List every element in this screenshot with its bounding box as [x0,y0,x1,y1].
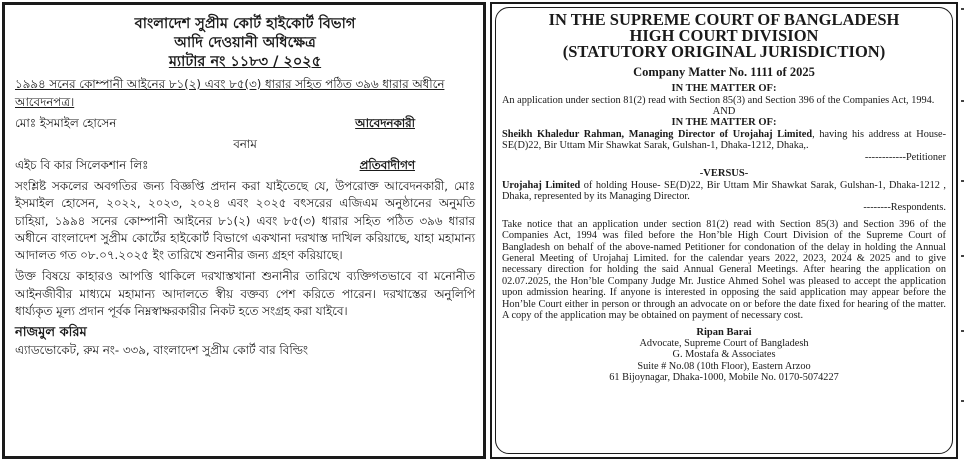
in-the-matter-heading-1: IN THE MATTER OF: [671,83,777,94]
bangla-notice [2,2,486,459]
bangla-court-line2: আদি দেওয়ানী অধিক্ষেত্র [174,35,316,51]
english-address-phone: 61 Bijoynagar, Dhaka-1000, Mobile No. 0170-5074227 [609,372,839,384]
bangla-advocate-address: এ্যাডভোকেট, রুম নং- ৩৩৯, বাংলাদেশ সুপ্রীম কোর্ট বার বিল্ডিং [15,343,308,358]
company-matter-no: Company Matter No. 1111 of 2025 [633,65,815,79]
english-court-title [502,12,946,60]
bangla-respondent-row [15,156,475,174]
english-court-line2: HIGH COURT DIVISION [629,26,819,45]
bangla-applicant-role: আবেদনকারী [355,116,415,130]
bangla-paragraph1: সংশ্লিষ্ট সকলের অবগতির জন্য বিজ্ঞপ্তি প্রদান করা যাইতেছে যে, উপরোক্ত আবেদনকারী, মোঃ ইসমাইল হোসেন, ২০২২, ২০২৩, ২০২৪ এবং ২০২৫ বৎসরের এজিএম অনুষ্ঠানের অনুমতি চাহিয়া, ১৯৯৪ সনের কোম্পানী আইনের ৮১(২) এবং ৮৫(৩) ধারার সহিত পঠিত ৩৯৬ ধারার অধীনে বাংলাদেশ সুপ্রীম কোর্টের হাইকোর্ট বিভাগে একখানা দরখাস্ত দাখিল করিয়াছে, যাহা মহামান্য আদালত গত ০৮.০৭.২০২৫ ইং তারিখে শুনানীর জন্য গ্রহণ করিয়াছে। [15,179,475,263]
page-edge-marks [960,0,964,461]
bangla-advocate-name: নাজমুল করিম [15,325,87,341]
petitioner-name: Sheikh Khaledur Rahman, Managing Director of Urojahaj Limited [502,128,813,140]
bangla-subject: ১৯৯৪ সনের কোম্পানী আইনের ৮১(২) এবং ৮৫(৩) ধারার সহিত পঠিত ৩৯৬ ধারার অধীনে আবেদনপত্র। [15,77,445,109]
bangla-court-title [15,15,475,72]
petitioner-details [502,129,946,152]
bangla-matter-no: ম্যাটার নং ১১৮৩ / ২০২৫ [168,54,322,70]
english-signature [502,327,946,384]
in-the-matter-heading-2: IN THE MATTER OF: [671,117,777,129]
english-firm: G. Mostafa & Associates [672,349,776,361]
notice-body: Take notice that an application under section 81(2) read with Section 85(3) and Section 396 of the Companies Act, 1994 was filed before the Hon’ble High Court Division of the Supreme Court of Bangladesh on behalf of the above-named Petitioner for condonation of the delay in holding the Annual General Meeting of Urojahaj Limited. for the calendar years 2022, 2023, 2024 & 2025 and to give necessary direction for holding the said Annual General Meetings. After hearing the application on 02.07.2025, the Hon’ble Company Judge Mr. Justice Ahmed Sohel was pleased to accept the application upon admission hearing. If anyone is interested in opposing the said application may appear before the Hon’ble Court either in person or through an advocate on or before the date fixed for hearing of the matter. A copy of the application may be obtained on payment of necessary cost. [502,218,946,322]
respondent-name: Urojahaj Limited [502,179,581,191]
respondents-label: --------Respondents. [863,202,946,214]
english-suite: Suite # No.08 (10th Floor), Eastern Arzoo [637,360,811,372]
petitioner-label: ------------Petitioner [864,151,946,163]
english-notice [490,2,958,459]
bangla-applicant-row [15,114,475,132]
english-court-line1: IN THE SUPREME COURT OF BANGLADESH [548,10,900,29]
bangla-paragraph2: উক্ত বিষয়ে কাহারও আপত্তি থাকিলে দরখাস্তখানা শুনানীর তারিখে ব্যক্তিগতভাবে বা মনোনীত আইনজীবীর মাধ্যমে মহামান্য আদালতে স্বীয় বক্তব্য পেশ করিতে পারেন। দরখাস্তের অনুলিপি ধার্য্যকৃত মূল্য প্রদান পূর্বক নিম্নস্বাক্ষরকারীর নিকট হতে সংগ্রহ করা যাইবে। [15,269,475,319]
bangla-applicant-name: মোঃ ইসমাইল হোসেন [15,116,117,130]
english-advocate-title: Advocate, Supreme Court of Bangladesh [639,337,809,349]
bangla-versus: বনাম [233,137,257,151]
bangla-respondent-role: প্রতিবাদীগণ [359,158,415,172]
application-text: An application under section 81(2) read with Section 85(3) and Section 396 of the Companies Act, 1994. [502,94,935,106]
and-separator: AND [712,105,736,117]
bangla-respondent-name: এইচ বি কার সিলেকশান লিঃ [15,158,149,172]
english-court-line3: (STATUTORY ORIGINAL JURISDICTION) [562,42,886,61]
english-advocate-name: Ripan Barai [696,326,752,338]
respondent-details [502,180,946,203]
respondent-address: of holding House- SE(D)22, Bir Uttam Mir Shawkat Sarak, Gulshan-1, Dhaka-1212 , Dhaka, represented by its Managing Director. [502,179,946,203]
petitioner-address: , having his address at House- SE(D)22, Bir Uttam Mir Shawkat Sarak, Gulshan-1, Dhaka-1212, Dhaka,. [502,128,946,152]
bangla-court-line1: বাংলাদেশ সুপ্রীম কোর্ট হাইকোর্ট বিভাগ [134,16,356,32]
versus-heading: -VERSUS- [699,168,749,180]
